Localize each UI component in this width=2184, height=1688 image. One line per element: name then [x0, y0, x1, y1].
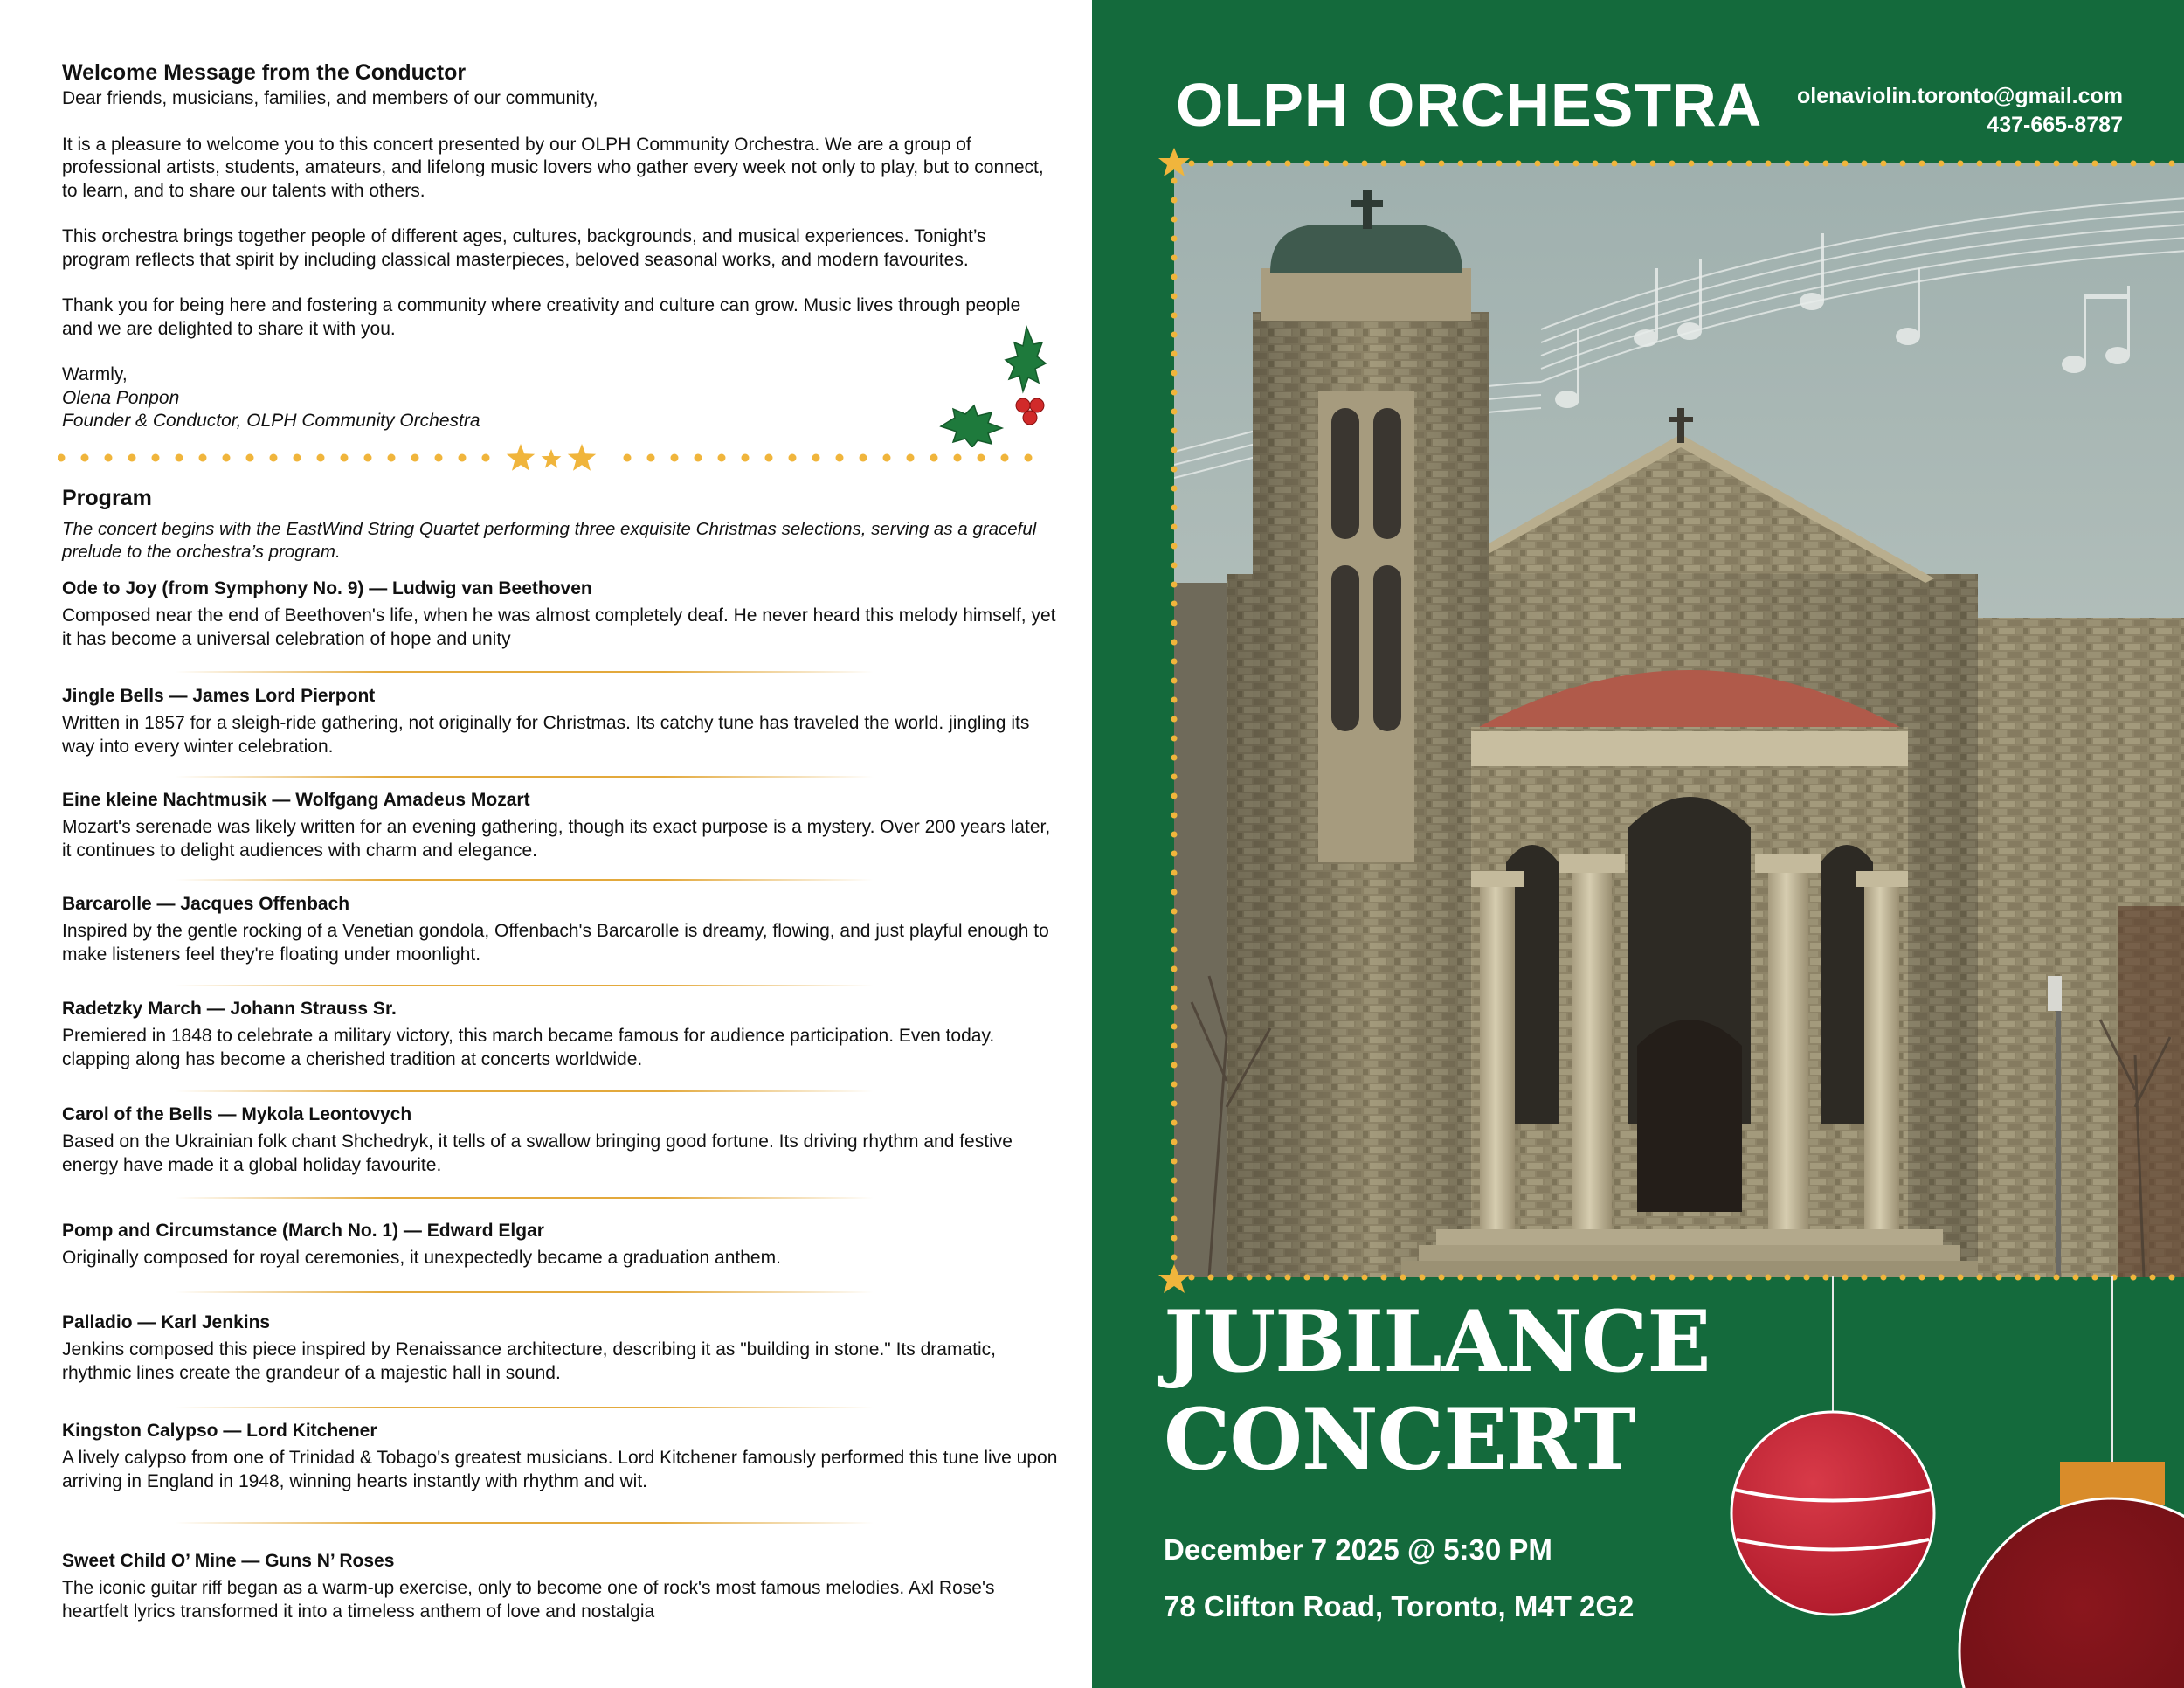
- frame-dot: [1939, 161, 1945, 167]
- frame-dot: [2073, 161, 2079, 167]
- program-intro: The concert begins with the EastWind String Quartet performing three exquisite Christmas selections, serving as a graceful prelude to the orchestra’s program.: [62, 519, 1037, 562]
- divider-dot: [105, 454, 113, 462]
- welcome-section: [62, 58, 1049, 433]
- frame-dot: [1324, 161, 1330, 167]
- divider-dot: [978, 454, 985, 462]
- program-heading: Program: [62, 486, 152, 510]
- star-icon: [507, 444, 535, 471]
- divider-dot: [695, 454, 702, 462]
- frame-dot: [1171, 1043, 1178, 1049]
- frame-dot: [1171, 1139, 1178, 1145]
- frame-dot: [1823, 161, 1829, 167]
- divider-dot: [907, 454, 915, 462]
- frame-dot: [1171, 1255, 1178, 1261]
- program-item: [62, 1219, 1058, 1269]
- frame-dot: [1171, 563, 1178, 569]
- frame-dot: [1227, 161, 1234, 167]
- frame-dot: [2035, 161, 2041, 167]
- frame-dot: [1171, 736, 1178, 742]
- frame-dot: [1171, 1062, 1178, 1069]
- gold-rule: [175, 1522, 874, 1524]
- ornament-icon: [1092, 1276, 2184, 1688]
- contact-email: olenaviolin.toronto@gmail.com: [1796, 84, 2123, 108]
- frame-dot: [1171, 428, 1178, 434]
- frame-dot: [1171, 447, 1178, 453]
- frame-dot: [1189, 161, 1195, 167]
- frame-dot: [1285, 161, 1291, 167]
- piece-description: Composed near the end of Beethoven's life, when he was almost completely deaf. He never heard this melody himself, yet it has become a universal celebration of hope and unity: [62, 605, 1056, 649]
- frame-dot: [1171, 889, 1178, 896]
- frame-dot: [1171, 467, 1178, 473]
- frame-dot: [1171, 947, 1178, 953]
- divider-dot: [459, 454, 467, 462]
- piece-title: Jingle Bells — James Lord Pierpont: [62, 686, 376, 706]
- concert-title-line-1: JUBILANCE: [1164, 1292, 1711, 1391]
- divider-dot: [294, 454, 301, 462]
- frame-dot: [1171, 909, 1178, 915]
- divider-dot: [930, 454, 938, 462]
- piece-description: The iconic guitar riff began as a warm-up exercise, only to become one of rock's most famous melodies. Axl Rose's heartfelt lyrics transformed it into a timeless anthem of love and nostalgia: [62, 1578, 995, 1622]
- frame-dot: [1631, 161, 1637, 167]
- frame-dot: [2111, 161, 2118, 167]
- frame-dot: [1171, 255, 1178, 261]
- frame-dot: [1171, 1120, 1178, 1126]
- frame-dot: [1400, 161, 1406, 167]
- program-item: [62, 1103, 1058, 1177]
- frame-dot: [1171, 659, 1178, 665]
- cover-page: [1092, 0, 2184, 1688]
- frame-dot: [1708, 161, 1714, 167]
- program-item: [62, 788, 1058, 862]
- frame-dot: [1171, 793, 1178, 799]
- divider-dot: [718, 454, 726, 462]
- frame-dot: [1171, 640, 1178, 646]
- frame-dot: [1573, 161, 1579, 167]
- frame-dot: [1171, 1235, 1178, 1242]
- divider-dot: [624, 454, 632, 462]
- frame-dot: [1804, 161, 1810, 167]
- divider-dot: [364, 454, 372, 462]
- frame-dot: [1900, 161, 1906, 167]
- gold-rule: [175, 1090, 874, 1092]
- piece-description: Based on the Ukrainian folk chant Shchedryk, it tells of a swallow bringing good fortune. Its driving rhythm and festive energy have made it a global holiday favourite.: [62, 1131, 1013, 1175]
- frame-dot: [1171, 928, 1178, 934]
- welcome-paragraph-1: It is a pleasure to welcome you to this concert presented by our OLPH Community Orchestra. We are a group of professional artists, students, amateurs, and lifelong music lovers who gather every week not only to play, but to connect, to learn, and to share our talents with others.: [62, 134, 1044, 201]
- program-item: [62, 684, 1058, 758]
- frame-dot: [1171, 966, 1178, 972]
- divider-dot: [199, 454, 207, 462]
- frame-dot: [1554, 161, 1560, 167]
- piece-description: Inspired by the gentle rocking of a Venetian gondola, Offenbach's Barcarolle is dreamy, flowing, and just playful enough to make listeners feel they're floating under moonlight.: [62, 921, 1049, 965]
- frame-dot: [1996, 161, 2002, 167]
- frame-dot: [2015, 161, 2022, 167]
- divider-dot: [742, 454, 750, 462]
- frame-dot: [1171, 543, 1178, 550]
- piece-title: Carol of the Bells — Mykola Leontovych: [62, 1104, 412, 1124]
- holly-icon: [939, 325, 1053, 447]
- frame-dot: [1171, 486, 1178, 492]
- frame-dot: [1171, 582, 1178, 588]
- divider-dot: [954, 454, 962, 462]
- frame-dot: [1171, 217, 1178, 223]
- frame-dot: [1247, 161, 1253, 167]
- frame-dot: [1171, 197, 1178, 204]
- divider-dot: [152, 454, 160, 462]
- frame-dot: [1171, 620, 1178, 626]
- divider-dot: [671, 454, 679, 462]
- piece-title: Palladio — Karl Jenkins: [62, 1312, 271, 1332]
- frame-dot: [1171, 274, 1178, 280]
- frame-dot: [1650, 161, 1656, 167]
- contact-info: [1797, 82, 2123, 140]
- divider-dot: [388, 454, 396, 462]
- frame-dot: [1304, 161, 1310, 167]
- frame-dot: [1516, 161, 1522, 167]
- frame-dot: [1171, 851, 1178, 857]
- frame-dot: [1171, 1216, 1178, 1222]
- frame-dot: [1766, 161, 1772, 167]
- piece-title: Ode to Joy (from Symphony No. 9) — Ludwig van Beethoven: [62, 578, 592, 598]
- program-item: [62, 1419, 1058, 1493]
- divider-dot: [81, 454, 89, 462]
- frame-dot: [1362, 161, 1368, 167]
- program-item: [62, 892, 1058, 966]
- frame-dot: [1171, 1082, 1178, 1088]
- frame-dot: [1171, 601, 1178, 607]
- frame-dot: [1171, 1024, 1178, 1030]
- event-address: 78 Clifton Road, Toronto, M4T 2G2: [1164, 1590, 1635, 1622]
- frame-dot: [1171, 716, 1178, 723]
- frame-dot: [1535, 161, 1541, 167]
- frame-dot: [1420, 161, 1426, 167]
- frame-dot: [1612, 161, 1618, 167]
- piece-description: Originally composed for royal ceremonies, it unexpectedly became a graduation anthem.: [62, 1248, 781, 1268]
- frame-dot: [2150, 161, 2156, 167]
- divider-dot: [1025, 454, 1033, 462]
- frame-dot: [1689, 161, 1695, 167]
- frame-dot: [1381, 161, 1387, 167]
- divider-dot: [482, 454, 490, 462]
- divider-dot: [317, 454, 325, 462]
- frame-dot: [1171, 1005, 1178, 1011]
- dotted-divider: [58, 442, 1045, 474]
- frame-dot: [1958, 161, 1964, 167]
- frame-dot: [2169, 161, 2175, 167]
- frame-dot: [1171, 813, 1178, 819]
- frame-dot: [2092, 161, 2098, 167]
- frame-dot: [1343, 161, 1349, 167]
- frame-dot: [1171, 755, 1178, 761]
- frame-dot: [1171, 678, 1178, 684]
- frame-dot: [1171, 832, 1178, 838]
- welcome-salutation: Dear friends, musicians, families, and members of our community,: [62, 88, 598, 108]
- program-item: [62, 1311, 1058, 1385]
- divider-dot: [860, 454, 867, 462]
- frame-dot: [1171, 390, 1178, 396]
- frame-dot: [1862, 161, 1868, 167]
- frame-dot: [1171, 774, 1178, 780]
- divider-dot: [1001, 454, 1009, 462]
- divider-dot: [270, 454, 278, 462]
- frame-dot: [1746, 161, 1752, 167]
- frame-dot: [1496, 161, 1503, 167]
- divider-dot: [176, 454, 183, 462]
- frame-dot: [1881, 161, 1887, 167]
- divider-dot: [836, 454, 844, 462]
- frame-dot: [1458, 161, 1464, 167]
- frame-dot: [1171, 332, 1178, 338]
- frame-dot: [1208, 161, 1214, 167]
- piece-description: Written in 1857 for a sleigh-ride gathering, not originally for Christmas. Its catchy tune has traveled the world. jingling its way into every winter celebration.: [62, 713, 1030, 757]
- dotted-frame: [1158, 148, 2184, 1293]
- program-section: [62, 483, 1058, 564]
- star-icon: [1158, 148, 1190, 176]
- contact-phone: 437-665-8787: [1987, 113, 2123, 137]
- divider-dot: [128, 454, 136, 462]
- divider-dot: [812, 454, 820, 462]
- signer-name: Olena Ponpon: [62, 387, 180, 408]
- divider-dot: [223, 454, 231, 462]
- welcome-closing: Warmly,: [62, 364, 128, 384]
- gold-rule: [175, 879, 874, 881]
- frame-dot: [2054, 161, 2060, 167]
- frame-dot: [1171, 524, 1178, 530]
- frame-dot: [1171, 1178, 1178, 1184]
- frame-dot: [1669, 161, 1676, 167]
- frame-dot: [1727, 161, 1733, 167]
- gold-rule: [175, 985, 874, 986]
- program-item: [62, 577, 1058, 651]
- frame-dot: [1171, 351, 1178, 357]
- frame-dot: [1977, 161, 1983, 167]
- frame-dot: [1171, 409, 1178, 415]
- divider-dot: [765, 454, 773, 462]
- frame-dot: [1171, 1197, 1178, 1203]
- divider-dot: [341, 454, 349, 462]
- piece-description: Premiered in 1848 to celebrate a military victory, this march became famous for audience participation. Even today. clapping along has become a cherished tradition at concerts worldwide.: [62, 1026, 995, 1069]
- frame-dot: [1171, 505, 1178, 511]
- gold-rule: [175, 776, 874, 778]
- concert-title-line-2: CONCERT: [1164, 1390, 1635, 1489]
- gold-rule: [175, 671, 874, 673]
- star-icon: [542, 449, 562, 468]
- frame-dot: [1477, 161, 1483, 167]
- welcome-heading: Welcome Message from the Conductor: [62, 60, 467, 85]
- piece-title: Pomp and Circumstance (March No. 1) — Edward Elgar: [62, 1221, 544, 1241]
- divider-dot: [246, 454, 254, 462]
- frame-dot: [1266, 161, 1272, 167]
- frame-dot: [1919, 161, 1925, 167]
- frame-dot: [1171, 986, 1178, 992]
- gold-rule: [175, 1407, 874, 1408]
- gold-rule: [175, 1197, 874, 1199]
- divider-dot: [58, 454, 66, 462]
- program-item: [62, 1549, 1058, 1623]
- frame-dot: [1171, 370, 1178, 377]
- frame-dot: [1171, 870, 1178, 876]
- frame-dot: [1171, 1101, 1178, 1107]
- orchestra-title: OLPH ORCHESTRA: [1176, 71, 1763, 139]
- program-item: [62, 997, 1058, 1071]
- signer-title: Founder & Conductor, OLPH Community Orchestra: [62, 411, 480, 431]
- frame-dot: [1171, 697, 1178, 703]
- piece-title: Radetzky March — Johann Strauss Sr.: [62, 999, 397, 1019]
- event-date: December 7 2025 @ 5:30 PM: [1164, 1533, 1552, 1566]
- frame-dot: [2131, 161, 2137, 167]
- divider-dot: [435, 454, 443, 462]
- piece-title: Sweet Child O’ Mine — Guns N’ Roses: [62, 1551, 395, 1571]
- frame-dot: [1842, 161, 1849, 167]
- piece-description: A lively calypso from one of Trinidad & Tobago's greatest musicians. Lord Kitchener famously performed this tune live upon arriving in England in 1948, winning hearts instantly with rhythm and wit.: [62, 1448, 1058, 1491]
- divider-dot: [789, 454, 797, 462]
- divider-dot: [647, 454, 655, 462]
- frame-dot: [1171, 236, 1178, 242]
- divider-dot: [411, 454, 419, 462]
- piece-title: Barcarolle — Jacques Offenbach: [62, 894, 350, 914]
- piece-description: Jenkins composed this piece inspired by Renaissance architecture, describing it as "building in stone." Its dramatic, rhythmic lines create the grandeur of a majestic hall in sound.: [62, 1339, 996, 1383]
- frame-dot: [1171, 178, 1178, 184]
- piece-description: Mozart's serenade was likely written for an evening gathering, though its exact purpose is a mystery. Over 200 years later, it continues to delight audiences with charm and elegance.: [62, 817, 1051, 861]
- piece-title: Kingston Calypso — Lord Kitchener: [62, 1421, 377, 1441]
- gold-rule: [175, 1291, 874, 1293]
- welcome-paragraph-2: This orchestra brings together people of different ages, cultures, backgrounds, and musical experiences. Tonight’s program reflects that spirit by including classical masterpieces, beloved seasonal works, and modern favourites.: [62, 226, 986, 270]
- frame-dot: [1593, 161, 1599, 167]
- church-photo-frame: [1174, 163, 2184, 1277]
- piece-title: Eine kleine Nachtmusik — Wolfgang Amadeus Mozart: [62, 790, 530, 810]
- star-icon: [568, 444, 596, 471]
- frame-dot: [1171, 1159, 1178, 1165]
- frame-dot: [1785, 161, 1791, 167]
- frame-dot: [1171, 313, 1178, 319]
- welcome-paragraph-3: Thank you for being here and fostering a community where creativity and culture can grow. Music lives through people and we are delighted to share it with you.: [62, 295, 1021, 339]
- frame-dot: [1171, 294, 1178, 300]
- divider-dot: [883, 454, 891, 462]
- frame-dot: [1439, 161, 1445, 167]
